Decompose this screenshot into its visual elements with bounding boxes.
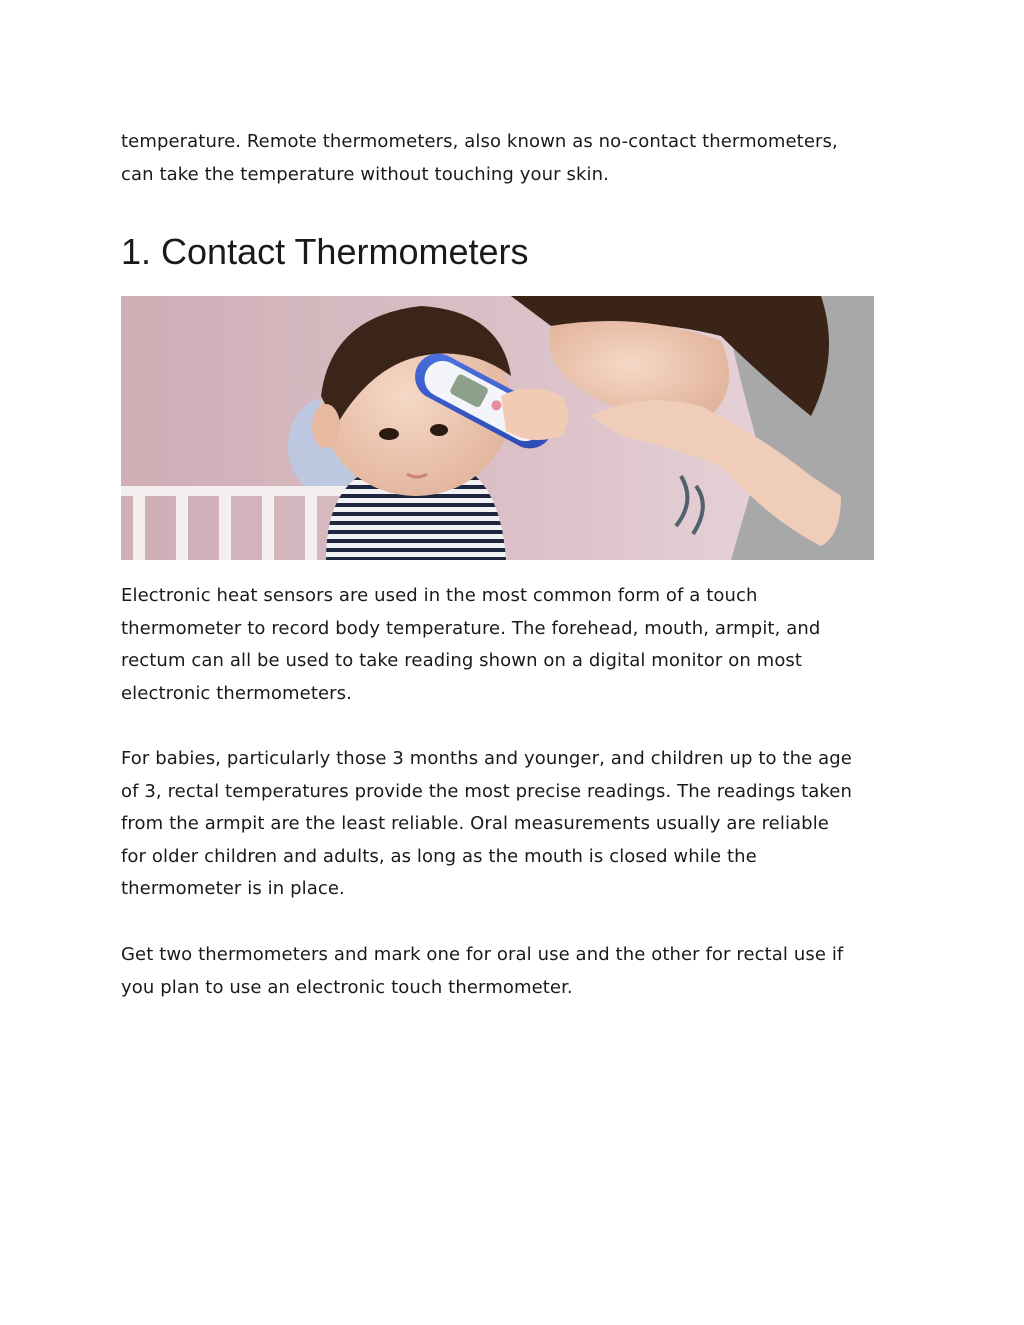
baby-eye <box>430 424 448 436</box>
mother-hand <box>501 389 569 441</box>
baby-eye <box>379 428 399 440</box>
intro-line: temperature. Remote thermometers, also known as no-contact thermometers, <box>121 131 838 152</box>
paragraph-line: Electronic heat sensors are used in the most common form of a touch <box>121 585 758 606</box>
body-paragraph <box>121 743 911 906</box>
paragraph-line: for older children and adults, as long as the mouth is closed while the <box>121 845 757 867</box>
paragraph-line: thermometer is in place. <box>121 878 345 900</box>
paragraph-line: from the armpit are the least reliable. Oral measurements usually are reliable <box>121 813 829 835</box>
paragraph-line: of 3, rectal temperatures provide the most precise readings. The readings taken <box>121 780 852 802</box>
paragraph-line: Get two thermometers and mark one for oral use and the other for rectal use if <box>121 944 844 965</box>
body-paragraph <box>121 939 911 1004</box>
paragraph-line: electronic thermometers. <box>121 682 352 704</box>
paragraph-line: rectum can all be used to take reading shown on a digital monitor on most <box>121 650 803 672</box>
paragraph-line: thermometer to record body temperature. The forehead, mouth, armpit, and <box>121 617 821 639</box>
mother-taking-baby-temperature-photo <box>121 296 874 560</box>
paragraph-line: For babies, particularly those 3 months and younger, and children up to the age <box>121 748 852 769</box>
intro-paragraph <box>121 126 911 191</box>
section-heading: 1. Contact Thermometers <box>121 231 529 272</box>
baby-ear <box>312 404 340 448</box>
paragraph-line: you plan to use an electronic touch thermometer. <box>121 976 573 998</box>
body-paragraph <box>121 580 911 710</box>
intro-line: can take the temperature without touching your skin. <box>121 163 609 185</box>
